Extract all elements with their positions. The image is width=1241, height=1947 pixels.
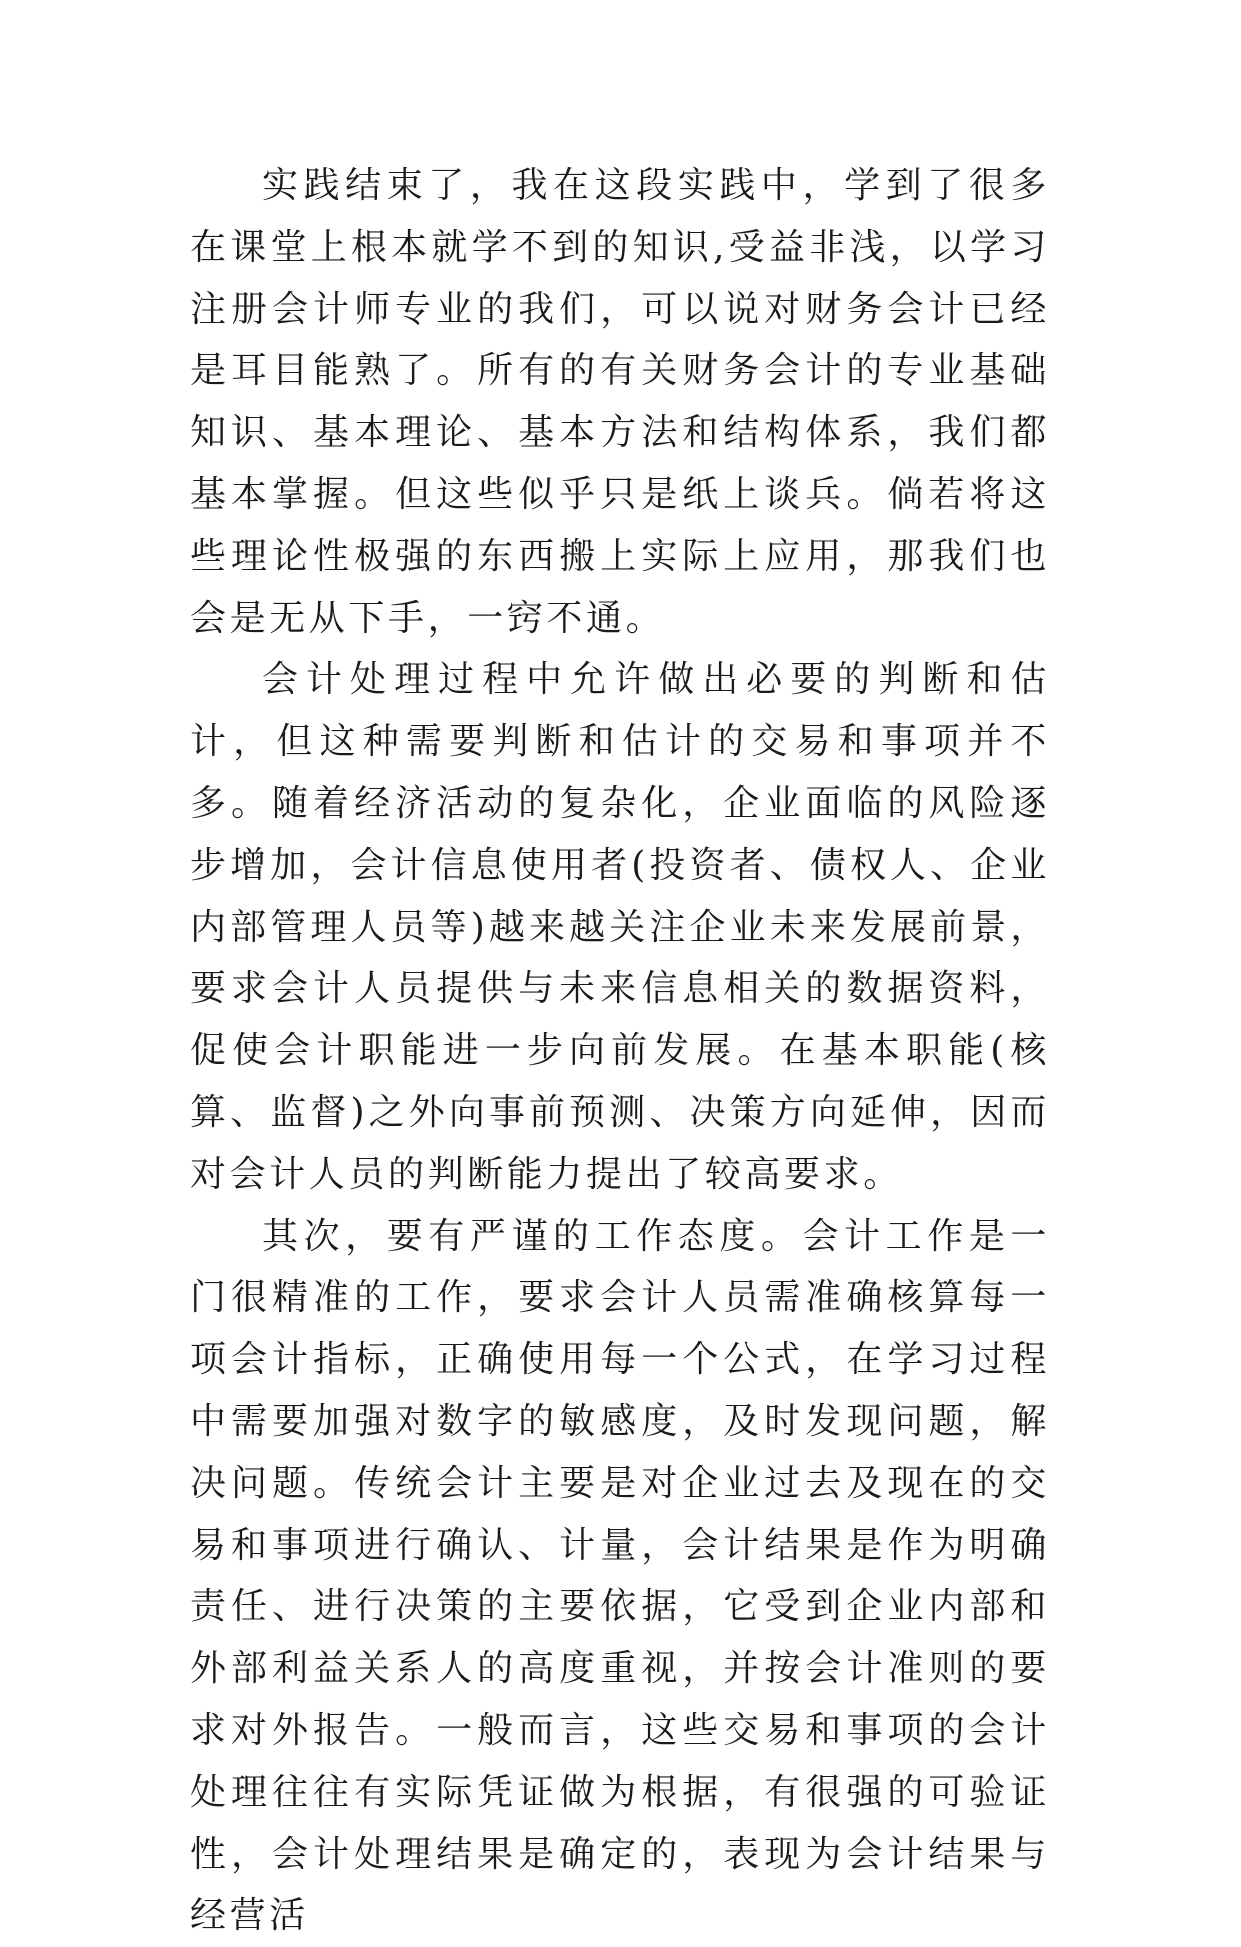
document-body (190, 155, 1050, 1947)
paragraph-practice-summary: 实践结束了，我在这段实践中，学到了很多在课堂上根本就学不到的知识,受益非浅，以学习注册会计师专业的我们，可以说对财务会计已经是耳目能熟了。所有的有关财务会计的专业基础知识、基本理论、基本方法和结构体系，我们都基本掌握。但这些似乎只是纸上谈兵。倘若将这些理论性极强的东西搬上实际上应用，那我们也会是无从下手，一窍不通。 (190, 165, 1050, 639)
paragraph-accounting-judgment: 会计处理过程中允许做出必要的判断和估计，但这种需要判断和估计的交易和事项并不多。随着经济活动的复杂化，企业面临的风险逐步增加，会计信息使用者(投资者、债权人、企业内部管理人员等)越来越关注企业未来发展前景，要求会计人员提供与未来信息相关的数据资料，促使会计职能进一步向前发展。在基本职能(核算、监督)之外向事前预测、决策方向延伸，因而对会计人员的判断能力提出了较高要求。 (190, 659, 1050, 1195)
paragraph-rigorous-attitude: 其次，要有严谨的工作态度。会计工作是一门很精准的工作，要求会计人员需准确核算每一项会计指标，正确使用每一个公式，在学习过程中需要加强对数字的敏感度，及时发现问题，解决问题。传统会计主要是对企业过去及现在的交易和事项进行确认、计量，会计结果是作为明确责任、进行决策的主要依据，它受到企业内部和外部利益关系人的高度重视，并按会计准则的要求对外报告。一般而言，这些交易和事项的会计处理往往有实际凭证做为根据，有很强的可验证性，会计处理结果是确定的，表现为会计结果与经营活 (190, 1215, 1050, 1937)
